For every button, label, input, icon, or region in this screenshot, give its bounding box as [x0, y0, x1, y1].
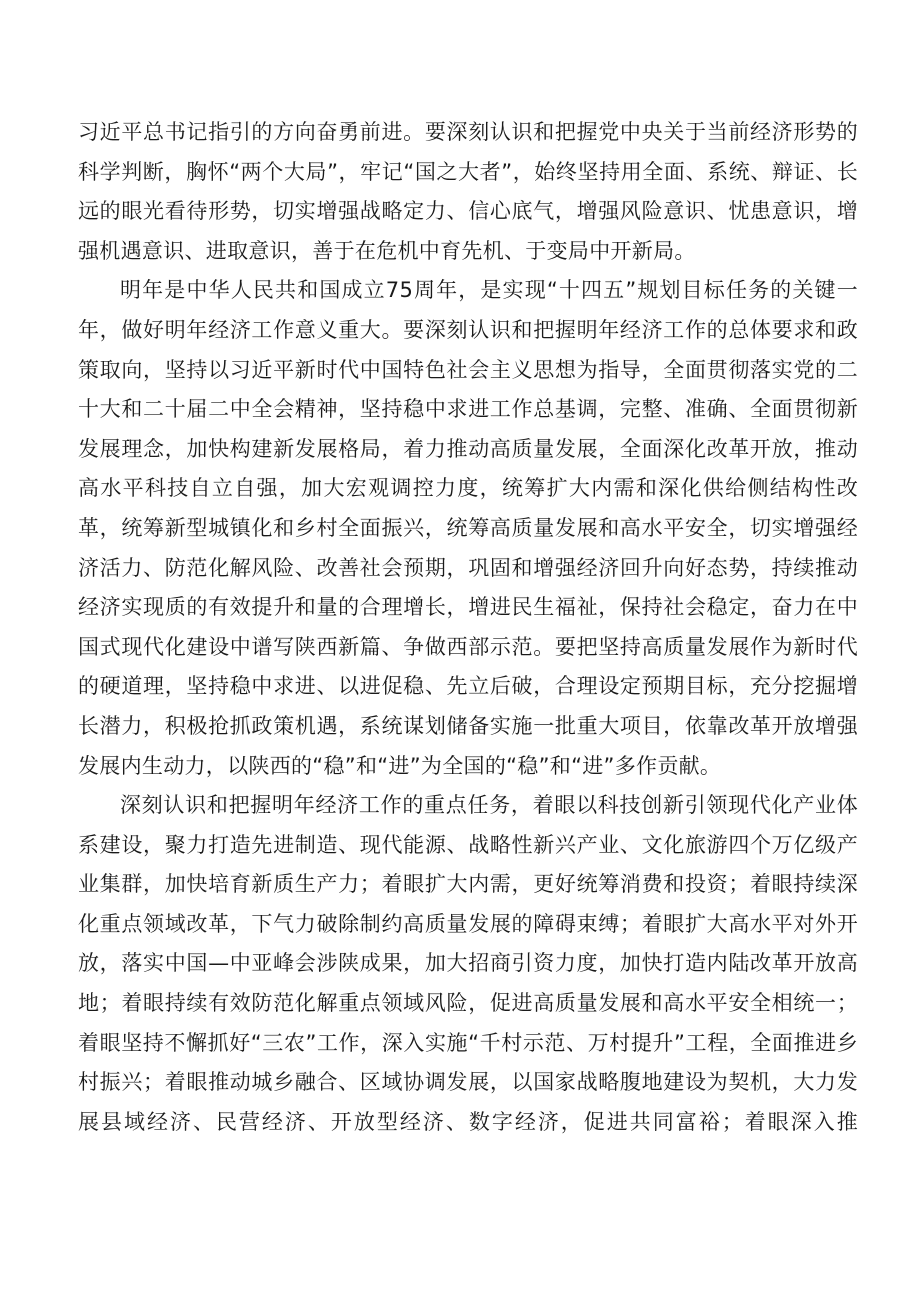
paragraph-2: 明年是中华人民共和国成立75周年，是实现“十四五”规划目标任务的关键一年，做好明年经济工作意义重大。要深刻认识和把握明年经济工作的总体要求和政策取向，坚持以习近平新时代中国特色社会主义思想为指导，全面贯彻落实党的二十大和二十届二中全会精神，坚持稳中求进工作总基调，完整、准确、全面贯彻新发展理念，加快构建新发展格局，着力推动高质量发展，全面深化改革开放，推动高水平科技自立自强，加大宏观调控力度，统筹扩大内需和深化供给侧结构性改革，统筹新型城镇化和乡村全面振兴，统筹高质量发展和高水平安全，切实增强经济活力、防范化解风险、改善社会预期，巩固和增强经济回升向好态势，持续推动经济实现质的有效提升和量的合理增长，增进民生福祉，保持社会稳定，奋力在中国式现代化建设中谱写陕西新篇、争做西部示范。要把坚持高质量发展作为新时代的硬道理，坚持稳中求进、以进促稳、先立后破，合理设定预期目标，充分挖掘增长潜力，积极抢抓政策机遇，系统谋划储备实施一批重大项目，依靠改革开放增强发展内生动力，以陕西的“稳”和“进”为全国的“稳”和“进”多作贡献。 — [78, 278, 858, 778]
paragraph-3: 深刻认识和把握明年经济工作的重点任务，着眼以科技创新引领现代化产业体系建设，聚力打造先进制造、现代能源、战略性新兴产业、文化旅游四个万亿级产业集群，加快培育新质生产力；着眼扩大内需，更好统筹消费和投资；着眼持续深化重点领域改革，下气力破除制约高质量发展的障碍束缚；着眼扩大高水平对外开放，落实中国—中亚峰会涉陕成果，加大招商引资力度，加快打造内陆改革开放高地；着眼持续有效防范化解重点领域风险，促进高质量发展和高水平安全相统一；着眼坚持不懈抓好“三农”工作，深入实施“千村示范、万村提升”工程，全面推进乡村振兴；着眼推动城乡融合、区域协调发展，以国家战略腹地建设为契机，大力发展县域经济、民营经济、开放型经济、数字经济，促进共同富裕；着眼深入推 — [78, 793, 858, 1134]
paragraph-1: 习近平总书记指引的方向奋勇前进。要深刻认识和把握党中央关于当前经济形势的科学判断，胸怀“两个大局”，牢记“国之大者”，始终坚持用全面、系统、辩证、长远的眼光看待形势，切实增强战略定力、信心底气，增强风险意识、忧患意识，增强机遇意识、进取意识，善于在危机中育先机、于变局中开新局。 — [78, 120, 858, 263]
document-body — [78, 113, 858, 1142]
